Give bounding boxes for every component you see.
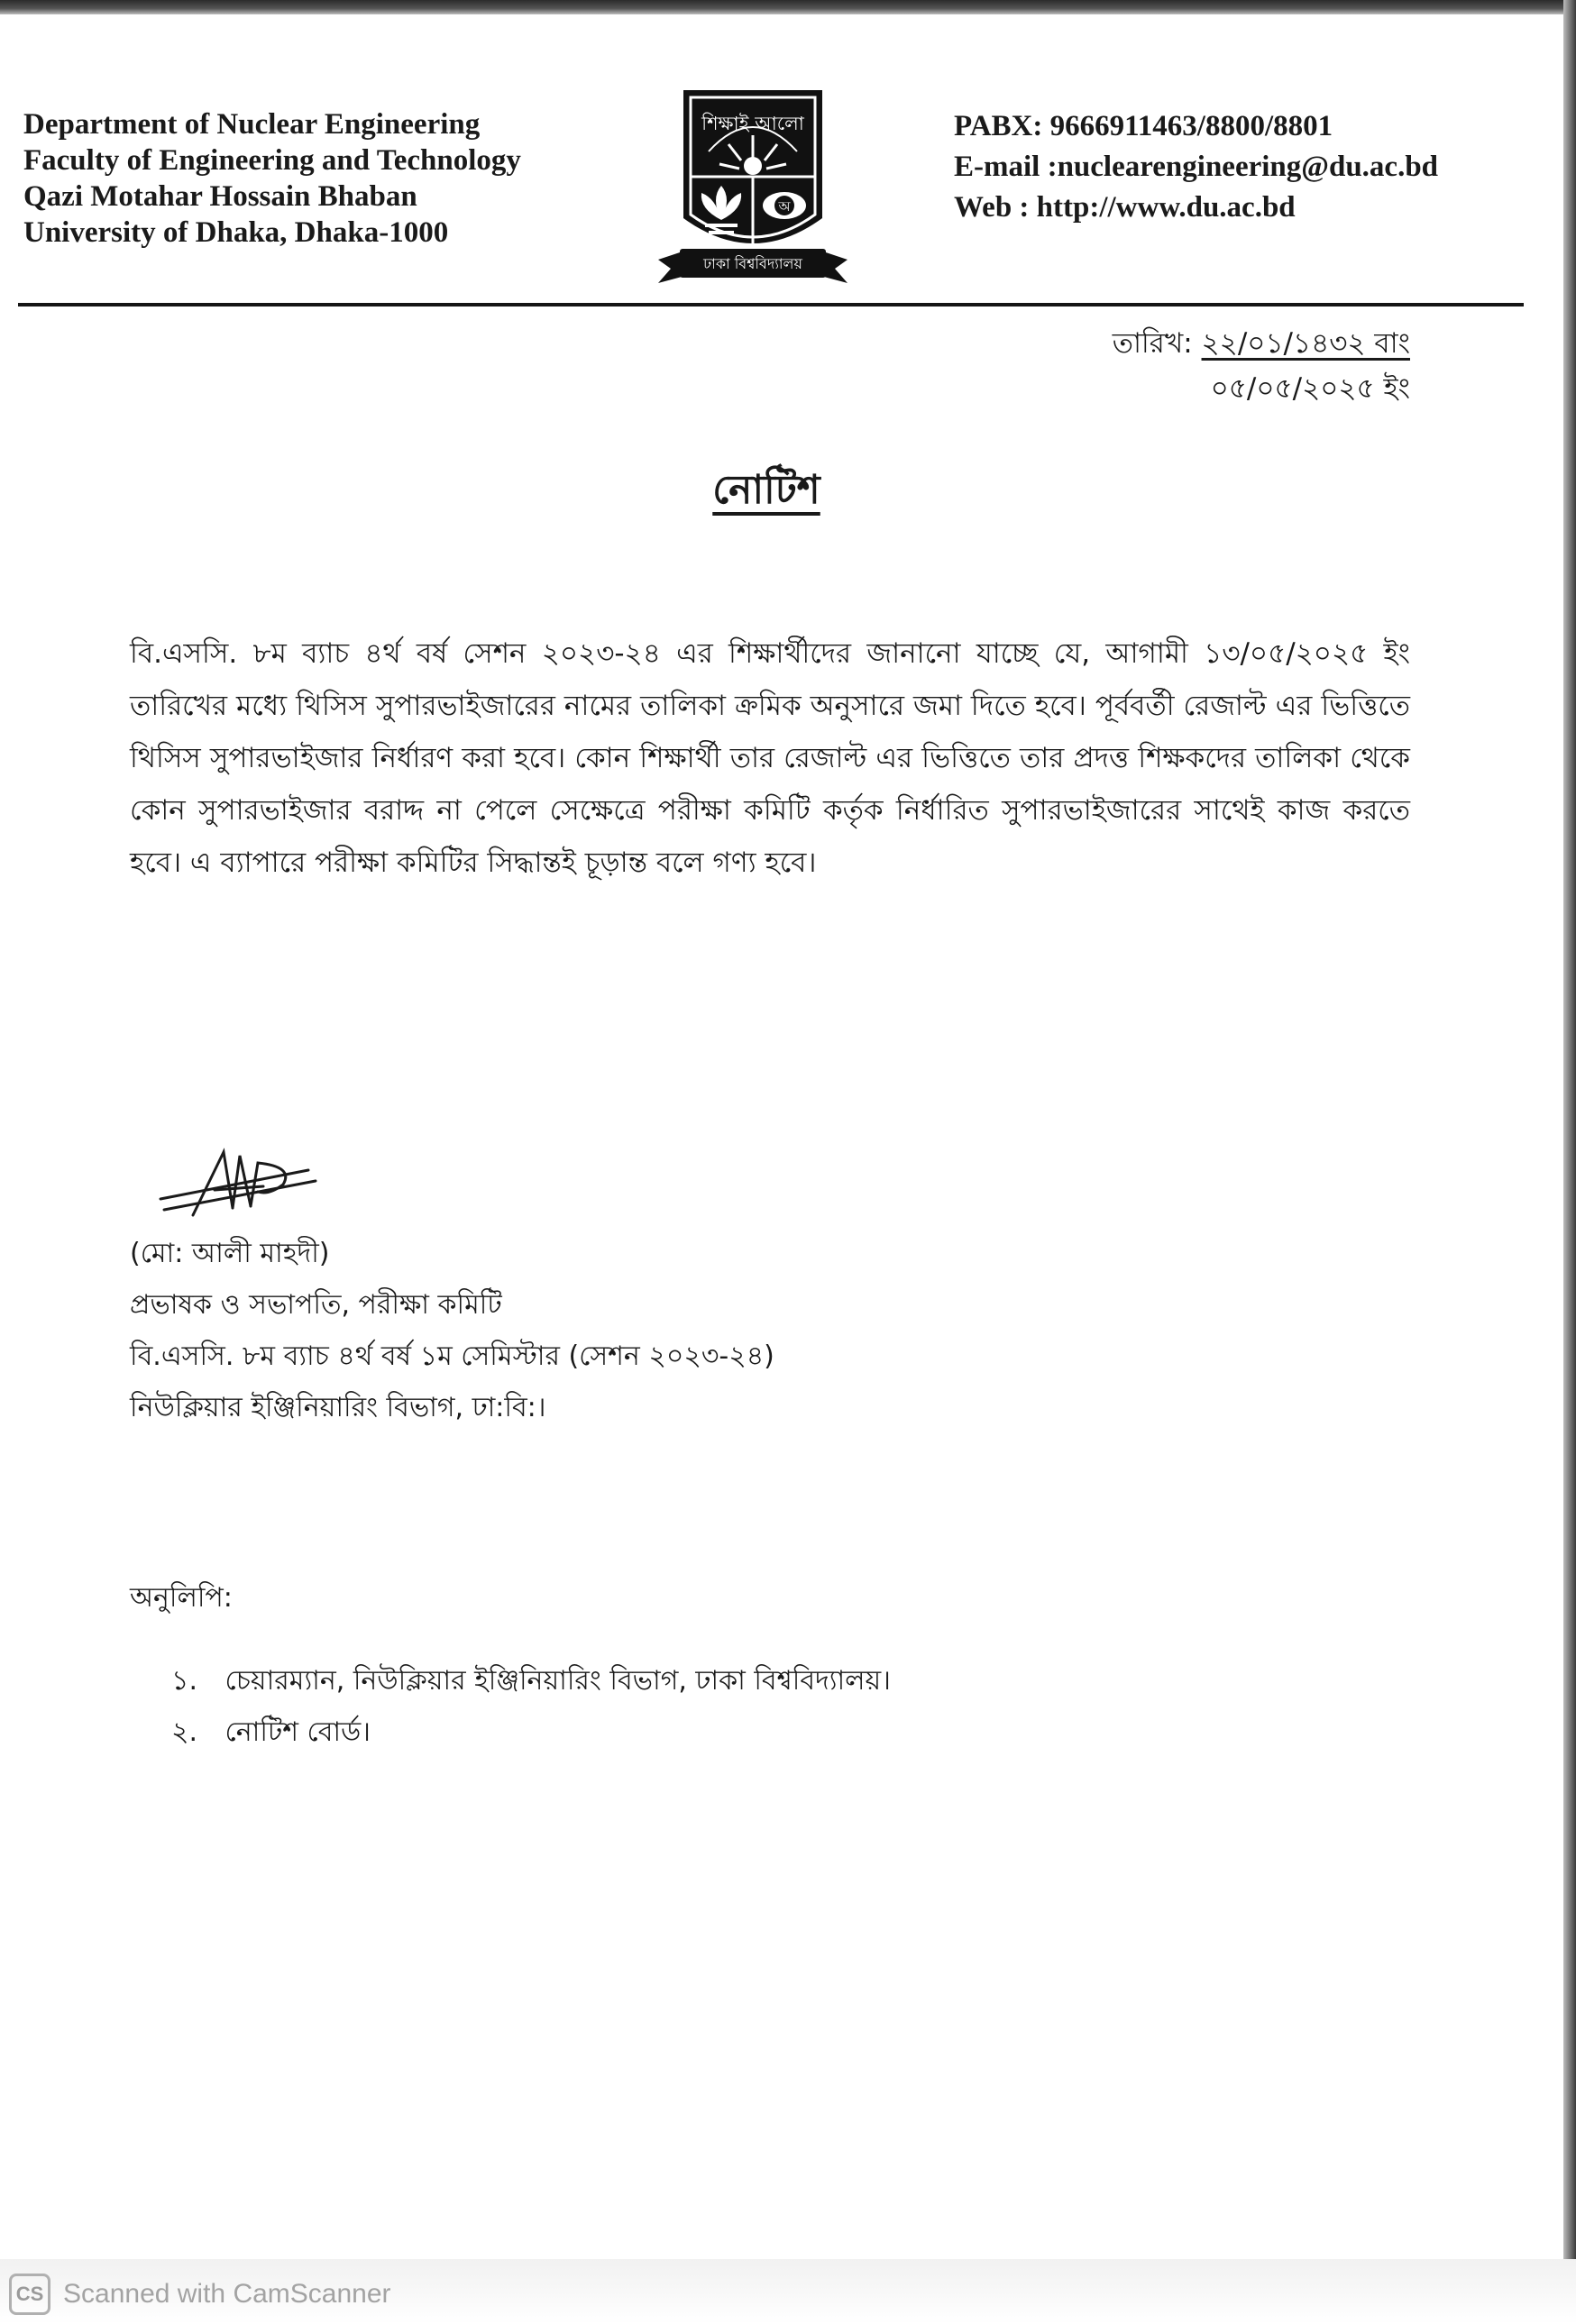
scan-top-edge [0,0,1576,14]
logo-motto: শিক্ষাই আলো [701,113,804,134]
signature-image [157,1143,328,1224]
faculty-name: Faculty of Engineering and Technology [23,144,521,177]
logo-letter: অ [778,198,791,215]
department-name: Department of Nuclear Engineering [23,108,481,141]
email-address: E-mail :nuclearengineering@du.ac.bd [954,151,1439,183]
copy-to-list [171,1655,891,1758]
pabx-number: PABX: 9666911463/8800/8801 [954,110,1333,142]
list-item-text: চেয়ারম্যান, নিউক্লিয়ার ইঞ্জিনিয়ারিং বিভাগ, ঢাকা বিশ্ববিদ্যালয়। [224,1665,891,1697]
signatory-block [130,1228,774,1433]
contact-info [954,106,1531,228]
signatory-department: নিউক্লিয়ার ইঞ্জিনিয়ারিং বিভাগ, ঢা:বি:। [130,1392,546,1423]
university-logo [656,83,849,292]
date-block [1113,321,1410,411]
scan-right-edge [1563,0,1576,2324]
logo-banner: ঢাকা বিশ্ববিদ্যালয় [703,255,802,272]
date-label: তারিখ: [1112,327,1193,360]
notice-title: নোটিশ [712,467,820,513]
scanner-watermark: Scanned with CamScanner [63,2279,391,2309]
list-item-number: ২. [171,1716,198,1748]
department-address [23,106,655,251]
list-item-text: নোটিশ বোর্ড। [224,1716,371,1748]
signatory-batch: বি.এসসি. ৮ম ব্যাচ ৪র্থ বর্ষ ১ম সেমিস্টার (সেশন ২০২৩-২৪) [130,1340,774,1372]
camscanner-icon: CS [9,2274,50,2315]
english-date: ০৫/০৫/২০২৫ ইং [1210,372,1410,405]
signatory-name: (মো: আলী মাহদী) [130,1238,330,1269]
scanner-footer [0,2259,1576,2324]
header-divider [18,303,1524,307]
website: Web : http://www.du.ac.bd [954,191,1296,224]
notice-body: বি.এসসি. ৮ম ব্যাচ ৪র্থ বর্ষ সেশন ২০২৩-২৪ এর শিক্ষার্থীদের জানানো যাচ্ছে যে, আগামী ১৩/০৫/২০২৫ ইং তারিখের মধ্যে থিসিস সুপারভাইজারের নামের তালিকা ক্রমিক অনুসারে জমা দিতে হবে। পূর্ববর্তী রেজাল্ট এর ভিত্তিতে থিসিস সুপারভাইজার নির্ধারণ করা হবে। কোন শিক্ষার্থী তার রেজাল্ট এর ভিত্তিতে তার প্রদত্ত শিক্ষকদের তালিকা থেকে কোন সুপারভাইজার বরাদ্দ না পেলে সেক্ষেত্রে পরীক্ষা কমিটি কর্তৃক নির্ধারিত সুপারভাইজারের সাথেই কাজ করতে হবে। এ ব্যাপারে পরীক্ষা কমিটির সিদ্ধান্তই চূড়ান্ত বলে গণ্য হবে। [130,637,1410,879]
building-name: Qazi Motahar Hossain Bhaban [23,180,417,213]
bangla-date: ২২/০১/১৪৩২ বাং [1201,327,1410,360]
signatory-designation: প্রভাষক ও সভাপতি, পরীক্ষা কমিটি [130,1289,502,1321]
list-item-number: ১. [171,1665,198,1697]
notice-title-block [0,460,1533,526]
list-item [171,1655,891,1706]
list-item [171,1706,891,1758]
university-address: University of Dhaka, Dhaka-1000 [23,216,449,249]
copy-to-label: অনুলিপি: [130,1582,233,1614]
